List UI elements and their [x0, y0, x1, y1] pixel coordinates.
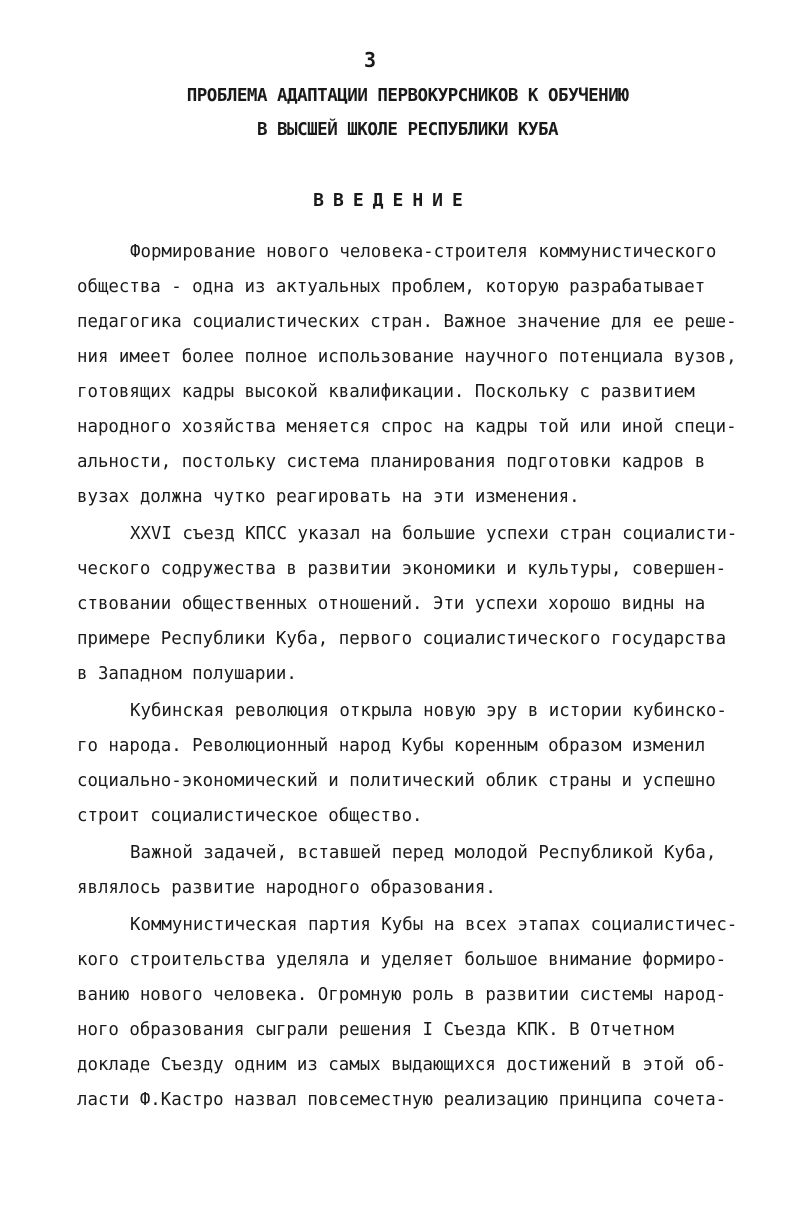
text-line: строит социалистическое общество. — [77, 806, 423, 826]
section-heading: ВВЕДЕНИЕ — [313, 190, 472, 211]
text-line: Коммунистическая партия Кубы на всех этапах социалистичес- — [130, 915, 738, 935]
text-line: ствовании общественных отношений. Эти успехи хорошо видны на — [77, 594, 706, 614]
text-line: докладе Съезду одним из самых выдающихся достижений в этой об- — [77, 1055, 727, 1075]
text-line: XXVI съезд КПСС указал на большие успехи стран социалисти- — [130, 524, 738, 544]
text-line: социально-экономический и политический облик страны и успешно — [77, 771, 716, 791]
text-line: Формирование нового человека-строителя коммунистического — [130, 242, 717, 262]
text-line: народного хозяйства меняется спрос на кадры той или иной специ- — [77, 417, 737, 437]
text-line: вузах должна чутко реагировать на эти изменения. — [77, 487, 580, 507]
document-title-line-2: В ВЫСШЕЙ ШКОЛЕ РЕСПУБЛИКИ КУБА — [256, 120, 559, 140]
text-line: являлось развитие народного образования. — [77, 878, 496, 898]
text-line: Важной задачей, вставшей перед молодой Республикой Куба, — [130, 843, 717, 863]
text-line: готовящих кадры высокой квалификации. Поскольку с развитием — [77, 382, 695, 402]
page-number: 3 — [363, 48, 377, 72]
text-line: ния имеет более полное использование научного потенциала вузов, — [77, 347, 737, 367]
text-line: педагогика социалистических стран. Важное значение для ее реше- — [77, 312, 737, 332]
text-line: примере Республики Куба, первого социалистического государства — [77, 629, 727, 649]
text-line: ческого содружества в развитии экономики и культуры, совершен- — [77, 559, 727, 579]
text-line: Кубинская революция открыла новую эру в истории кубинско- — [130, 701, 727, 721]
text-line: общества - одна из актуальных проблем, которую разрабатывает — [77, 277, 706, 297]
text-line: альности, постольку система планирования подготовки кадров в — [77, 452, 706, 472]
text-line: ласти Ф.Кастро назвал повсеместную реализацию принципа сочета- — [77, 1090, 727, 1110]
text-line: ванию нового человека. Огромную роль в развитии системы народ- — [77, 985, 727, 1005]
text-line: кого строительства уделяла и уделяет большое внимание формиро- — [77, 950, 727, 970]
text-line: ного образования сыграли решения I Съезда КПК. В Отчетном — [77, 1020, 674, 1040]
text-line: го народа. Революционный народ Кубы коренным образом изменил — [77, 736, 706, 756]
document-title-line-1: ПРОБЛЕМА АДАПТАЦИИ ПЕРВОКУРСНИКОВ К ОБУЧЕНИЮ — [186, 86, 629, 106]
text-line: в Западном полушарии. — [77, 664, 297, 684]
